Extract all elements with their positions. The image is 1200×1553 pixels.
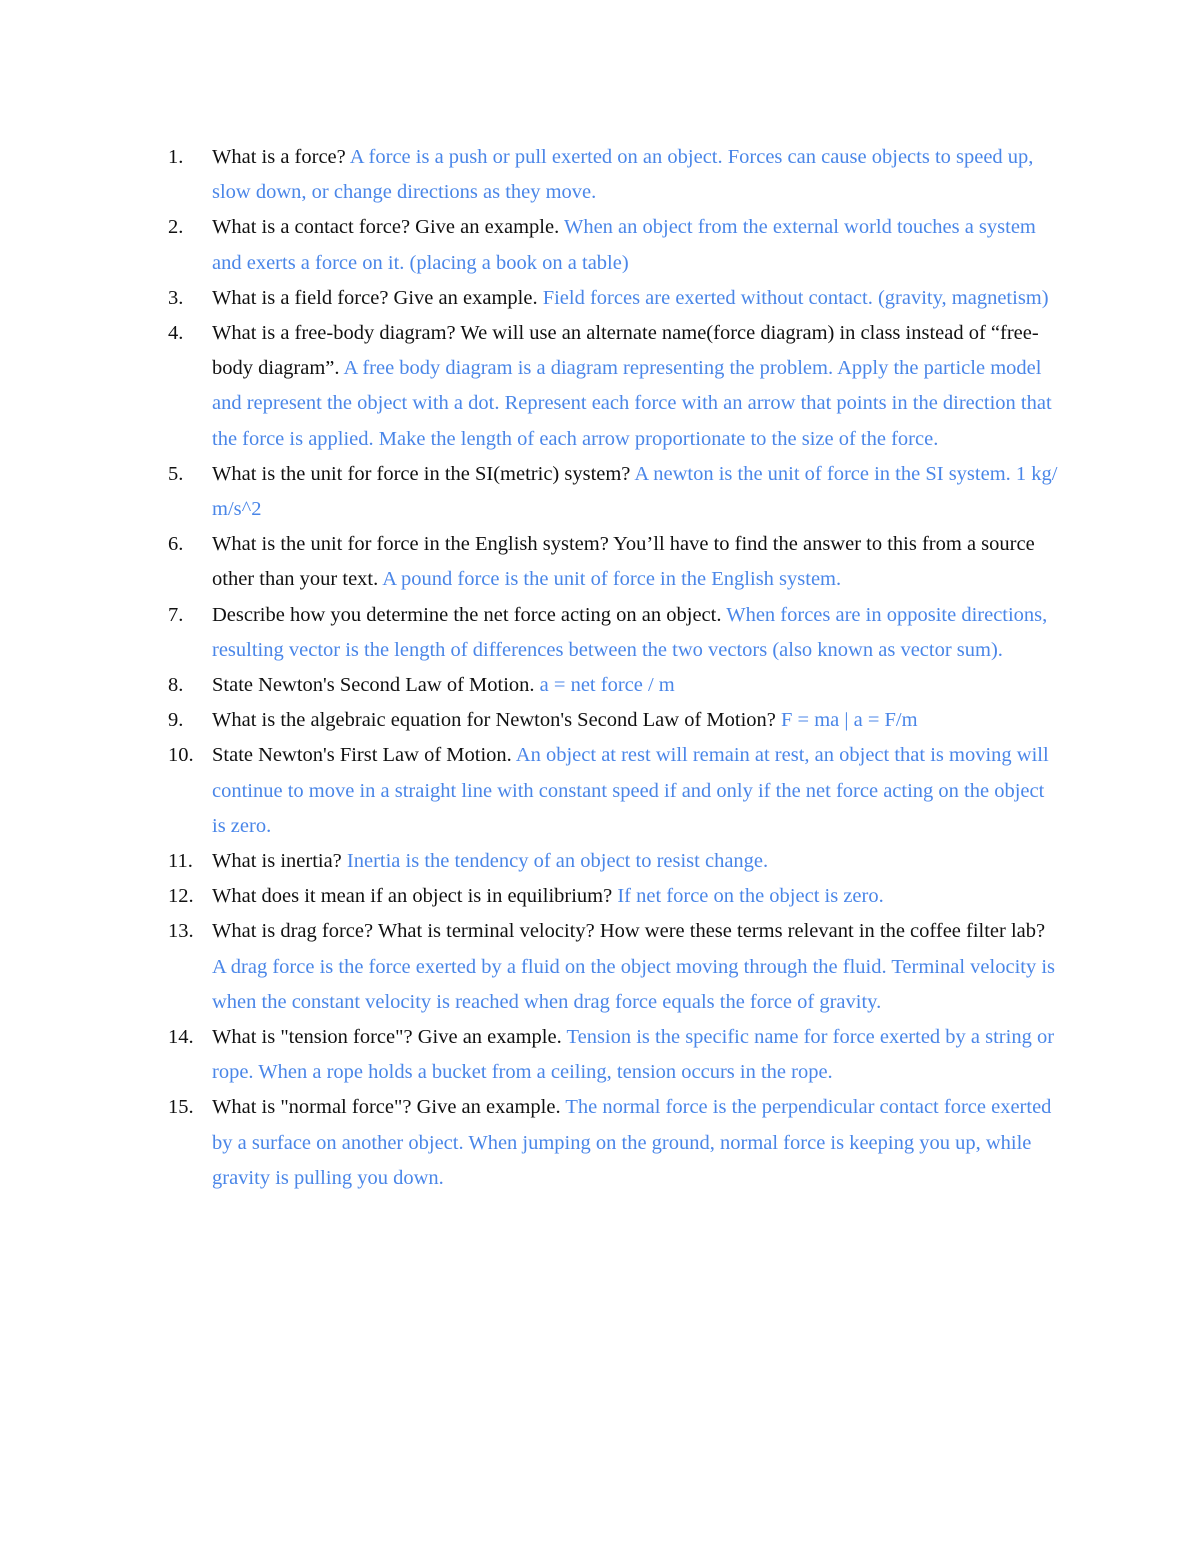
answer-text: The normal force is the perpendicular contact force exerted by a surface on another object. When jumping on the ground, normal force is keeping you up, while gravity is pulling you down. — [212, 1096, 1052, 1189]
list-item — [168, 598, 1060, 668]
question-text: What is inertia? — [212, 850, 342, 873]
question-text: What is the algebraic equation for Newton's Second Law of Motion? — [212, 709, 776, 732]
list-item — [168, 457, 1060, 527]
list-item — [168, 140, 1060, 210]
list-item — [168, 879, 1060, 914]
item-text — [212, 210, 1060, 280]
question-text: What is a contact force? Give an example. — [212, 216, 560, 239]
answer-text: A force is a push or pull exerted on an object. Forces can cause objects to speed up, slow down, or change directions as they move. — [212, 146, 1034, 204]
list-item — [168, 738, 1060, 844]
item-number: 14. — [168, 1026, 194, 1049]
item-text — [212, 1020, 1060, 1090]
item-number: 10. — [168, 744, 194, 767]
item-text — [212, 281, 1060, 316]
item-number: 6. — [168, 533, 184, 556]
item-text — [212, 316, 1060, 457]
item-text — [212, 914, 1060, 1020]
answer-text: a = net force / m — [539, 674, 675, 697]
list-item — [168, 210, 1060, 280]
item-text — [212, 668, 1060, 703]
item-text — [212, 598, 1060, 668]
question-text: State Newton's Second Law of Motion. — [212, 674, 535, 697]
item-text — [212, 879, 1060, 914]
item-text — [212, 738, 1060, 844]
question-text: What is "normal force"? Give an example. — [212, 1096, 561, 1119]
answer-text: A drag force is the force exerted by a fluid on the object moving through the fluid. Terminal velocity is when the constant velocity is reached when drag force equals the force of gravity. — [212, 955, 1056, 1013]
question-text: What is "tension force"? Give an example. — [212, 1026, 562, 1049]
list-item — [168, 1090, 1060, 1196]
answer-text: An object at rest will remain at rest, an object that is moving will continue to move in a straight line with constant speed if and only if the net force acting on the object is zero. — [212, 744, 1049, 837]
item-text — [212, 527, 1060, 597]
question-text: What does it mean if an object is in equilibrium? — [212, 885, 613, 908]
item-text — [212, 703, 1060, 738]
question-text: Describe how you determine the net force acting on an object. — [212, 603, 722, 626]
question-list — [168, 140, 1060, 1196]
item-number: 3. — [168, 286, 184, 309]
item-text — [212, 140, 1060, 210]
item-number: 12. — [168, 885, 194, 908]
question-text: What is a field force? Give an example. — [212, 286, 538, 309]
answer-text: When an object from the external world touches a system and exerts a force on it. (placing a book on a table) — [212, 216, 1036, 274]
list-item — [168, 316, 1060, 457]
list-item — [168, 703, 1060, 738]
answer-text: F = ma | a = F/m — [781, 709, 918, 732]
question-text: What is drag force? What is terminal velocity? How were these terms relevant in the coffee filter lab? — [212, 920, 1046, 943]
item-number: 7. — [168, 603, 184, 626]
list-item — [168, 527, 1060, 597]
item-number: 2. — [168, 216, 184, 239]
item-number: 13. — [168, 920, 194, 943]
answer-text: Inertia is the tendency of an object to resist change. — [346, 850, 769, 873]
list-item — [168, 668, 1060, 703]
answer-text: Tension is the specific name for force exerted by a string or rope. When a rope holds a bucket from a ceiling, tension occurs in the rope. — [212, 1026, 1055, 1084]
list-item — [168, 281, 1060, 316]
item-text — [212, 844, 1060, 879]
item-number: 4. — [168, 322, 184, 345]
item-number: 1. — [168, 146, 184, 168]
item-number: 9. — [168, 709, 184, 732]
item-text — [212, 1090, 1060, 1196]
question-text: What is a free-body diagram? We will use an alternate name(force diagram) in class instead of “free-body diagram”. — [212, 322, 1039, 380]
list-item — [168, 1020, 1060, 1090]
item-number: 15. — [168, 1096, 194, 1119]
item-number: 5. — [168, 462, 184, 485]
answer-text: Field forces are exerted without contact. (gravity, magnetism) — [542, 286, 1049, 309]
answer-text: A free body diagram is a diagram representing the problem. Apply the particle model and represent the object with a dot. Represent each force with an arrow that points in the direction that the force is applied. Make the length of each arrow proportionate to the size of the force. — [212, 357, 1052, 450]
question-text: What is the unit for force in the English system? You’ll have to find the answer to this from a source other than your text. — [212, 533, 1035, 591]
question-text: State Newton's First Law of Motion. — [212, 744, 512, 767]
list-item — [168, 844, 1060, 879]
question-text: What is the unit for force in the SI(metric) system? — [212, 462, 631, 485]
answer-text: When forces are in opposite directions, resulting vector is the length of differences between the two vectors (also known as vector sum). — [212, 603, 1048, 661]
item-number: 8. — [168, 674, 184, 697]
answer-text: A newton is the unit of force in the SI system. 1 kg/ m/s^2 — [212, 462, 1058, 521]
item-text — [212, 457, 1060, 527]
list-item — [168, 914, 1060, 1020]
answer-text: If net force on the object is zero. — [617, 885, 884, 908]
answer-text: A pound force is the unit of force in the English system. — [382, 568, 842, 591]
question-text: What is a force? — [212, 146, 346, 168]
item-number: 11. — [168, 850, 193, 873]
